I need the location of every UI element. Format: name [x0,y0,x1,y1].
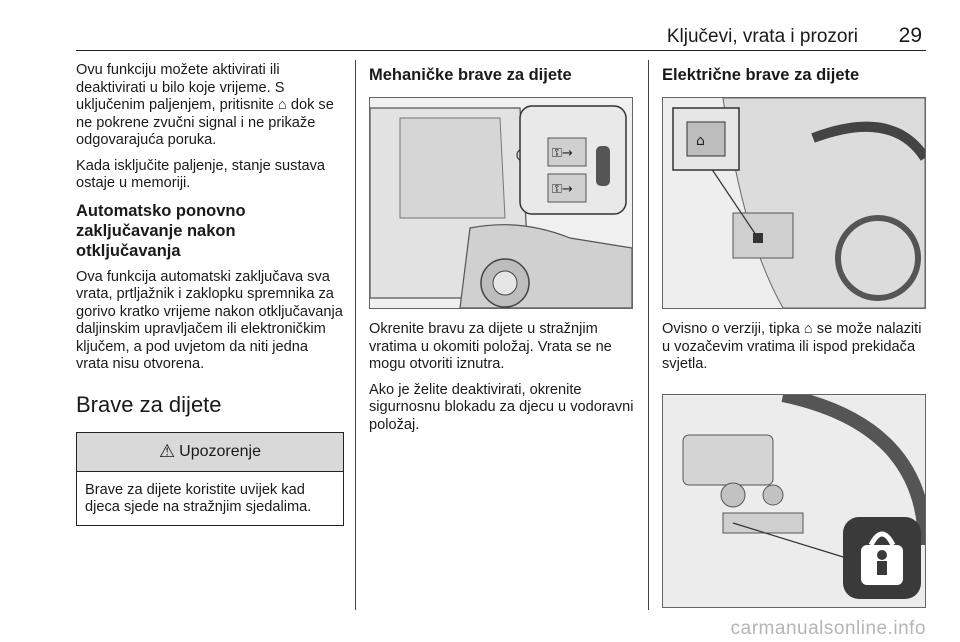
watermark: carmanualsonline.info [730,618,926,639]
light-switch-area-illustration [662,394,926,608]
warning-text: Brave za dijete koristite uvijek kad djeca sjede na stražnjim sjedalima. [85,481,312,515]
paragraph: Ako je želite deaktivirati, okrenite sigurnosnu blokadu za djecu u vodoravni položaj. [369,381,634,433]
svg-text:⚿→: ⚿→ [552,146,573,161]
warning-title: Upozorenje [179,442,261,460]
paragraph: Kada isključite paljenje, stanje sustava ostaje u memoriji. [76,157,326,191]
paragraph: Okrenite bravu za dijete u stražnjim vratima u okomiti položaj. Vrata se ne mogu otvoriti iznutra. [369,321,612,372]
column-2 [369,62,635,442]
subsection-heading: Automatsko ponovno zaključavanje nakon otključavanja [76,201,246,260]
page-number: 29 [898,24,922,47]
column-3 [662,62,926,608]
svg-text:⚿→: ⚿→ [552,182,573,197]
svg-text:⌂: ⌂ [696,133,705,149]
warning-box [76,432,344,526]
warning-triangle-icon: ⚠ [159,441,176,461]
column-heading: Električne brave za dijete [662,66,860,84]
warning-body [77,472,343,525]
driver-door-switch-illustration [662,97,926,309]
paragraph: Ova funkcija automatski zaključava sva vrata, prtljažnik i zaklopku spremnika za gorivo kratko vrijeme nakon otključavanja daljinskim upravljačem ili elektroničkim ključem, a pod uvjetom da niti jedna vrata nisu otvorena. [76,268,343,372]
section-title: Brave za dijete [76,391,222,417]
rear-door-lock-illustration [369,97,633,309]
column-heading: Mehaničke brave za dijete [369,66,572,84]
paragraph: Ovisno o verziji, tipka ⌂ se može nalaziti u vozačevim vratima ili ispod prekidača svjetla. [662,321,922,372]
column-1 [76,62,344,526]
page-title: Ključevi, vrata i prozori [666,26,858,47]
column-divider [648,60,649,610]
warning-header [77,433,343,472]
paragraph: Ovu funkciju možete aktivirati ili deaktivirati u bilo koje vrijeme. S uključenim paljenjem, pritisnite ⌂ dok se ne pokrene zvučni signal i ne prikaže odgovarajuća poruka. [76,62,334,148]
column-divider [355,60,356,610]
page-header [76,20,926,51]
